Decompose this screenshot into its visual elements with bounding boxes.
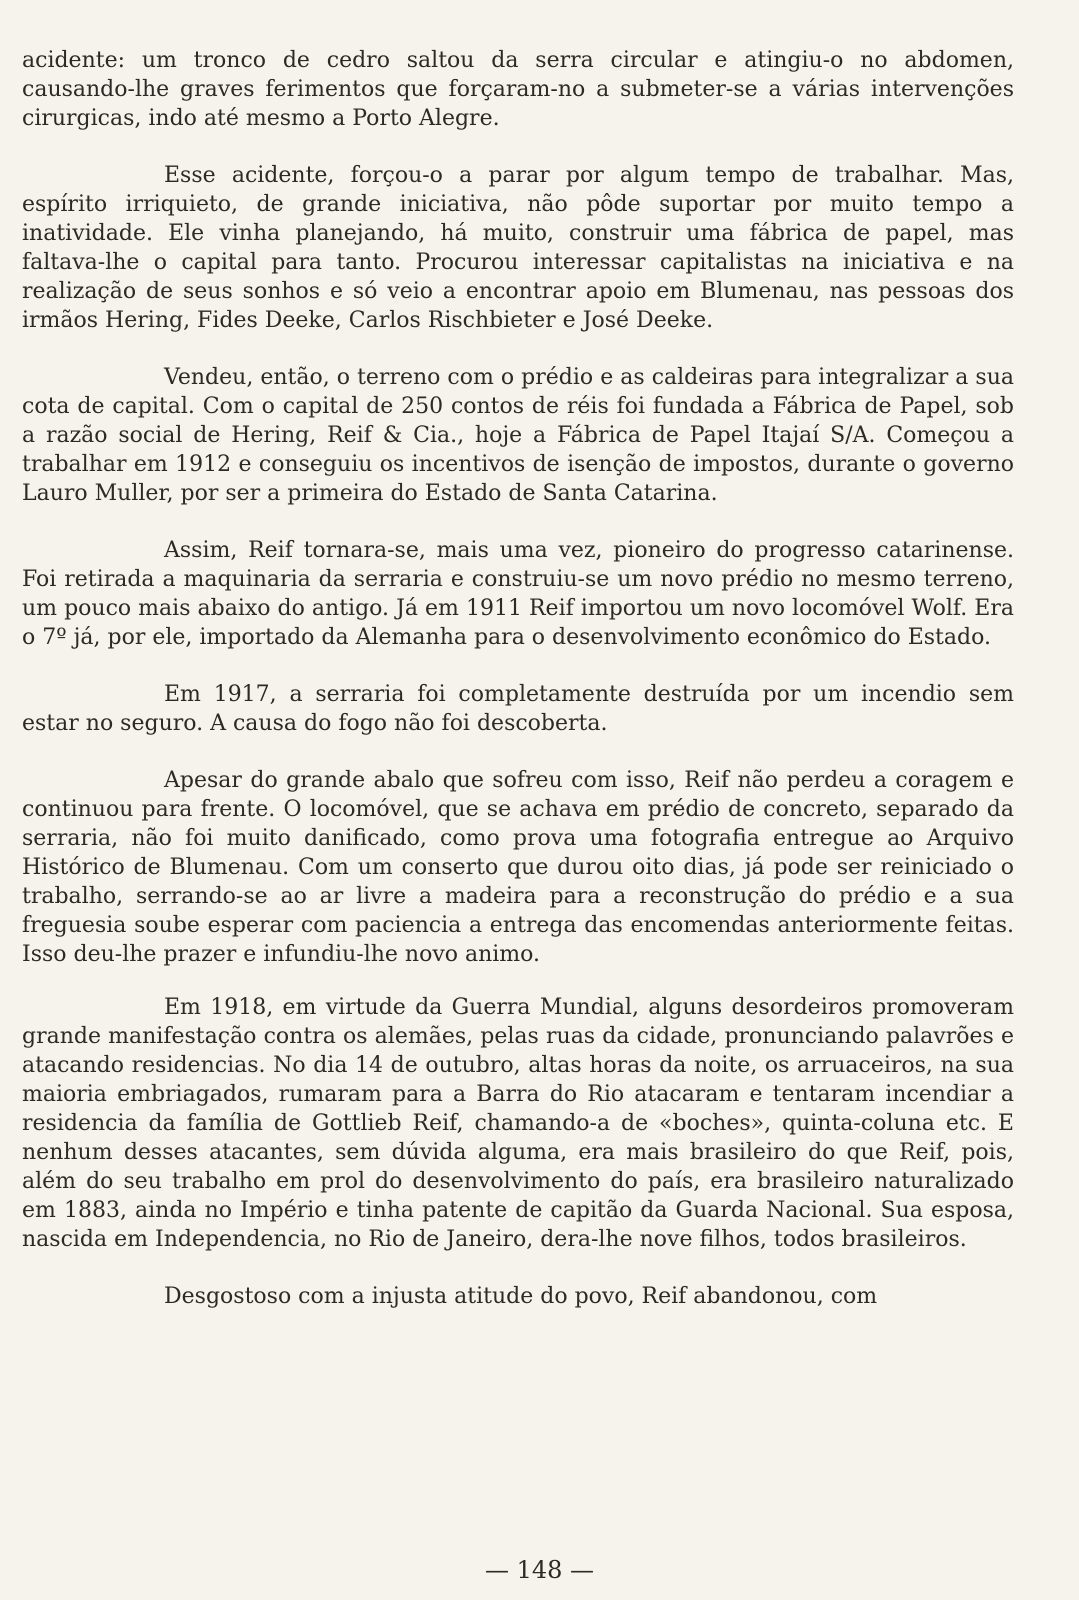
paragraph-3: Vendeu, então, o terreno com o prédio e as caldeiras para integralizar a sua cota de capital. Com o capital de 250 contos de réis foi fundada a Fábrica de Papel, sob a razão social de Hering, Reif & Cia., hoje a Fábrica de Papel Itajaí S/A. Começou a trabalhar em 1912 e conseguiu os incentivos de isenção de impostos, durante o governo Lauro Muller, por ser a primeira do Estado de Santa Catarina. — [22, 365, 1014, 506]
page-number: — 148 — — [484, 1556, 595, 1584]
paragraph-6: Apesar do grande abalo que sofreu com isso, Reif não perdeu a coragem e continuou para frente. O locomóvel, que se achava em prédio de concreto, separado da serraria, não foi muito danificado, como prova uma fotografia entregue ao Arquivo Histórico de Blumenau. Com um conserto que durou oito dias, já pode ser reiniciado o trabalho, serrando-se ao ar livre a madeira para a reconstrução do prédio e a sua freguesia soube esperar com paciencia a entrega das encomendas anteriormente feitas. Isso deu-lhe prazer e infundiu-lhe novo animo. — [22, 768, 1014, 967]
paragraph-7: Em 1918, em virtude da Guerra Mundial, alguns desordeiros promoveram grande manifestação contra os alemães, pelas ruas da cidade, pronunciando palavrões e atacando residencias. No dia 14 de outubro, altas horas da noite, os arruaceiros, na sua maioria embriagados, rumaram para a Barra do Rio atacaram e tentaram incendiar a residencia da família de Gottlieb Reif, chamando-a de «boches», quinta-coluna etc. E nenhum desses atacantes, sem dúvida alguma, era mais brasileiro do que Reif, pois, além do seu trabalho em prol do desenvolvimento do país, era brasileiro naturalizado em 1883, ainda no Império e tinha patente de capitão da Guarda Nacional. Sua esposa, nascida em Independencia, no Rio de Janeiro, dera-lhe nove filhos, todos brasileiros. — [22, 995, 1014, 1252]
paragraph-5: Em 1917, a serraria foi completamente destruída por um incendio sem estar no seguro. A causa do fogo não foi descoberta. — [22, 682, 1014, 736]
paragraph-8: Desgostoso com a injusta atitude do povo, Reif abandonou, com — [164, 1284, 878, 1309]
paragraph-1: acidente: um tronco de cedro saltou da serra circular e atingiu-o no abdomen, causando-lhe graves ferimentos que forçaram-no a submeter-se a várias intervenções cirurgicas, indo até mesmo a Porto Alegre. — [22, 48, 1014, 131]
paragraph-4: Assim, Reif tornara-se, mais uma vez, pioneiro do progresso catarinense. Foi retirada a maquinaria da serraria e construiu-se um novo prédio no mesmo terreno, um pouco mais abaixo do antigo. Já em 1911 Reif importou um novo locomóvel Wolf. Era o 7º já, por ele, importado da Alemanha para o desenvolvimento econômico do Estado. — [22, 538, 1014, 650]
paragraph-2: Esse acidente, forçou-o a parar por algum tempo de trabalhar. Mas, espírito irriquieto, de grande iniciativa, não pôde suportar por muito tempo a inatividade. Ele vinha planejando, há muito, construir uma fábrica de papel, mas faltava-lhe o capital para tanto. Procurou interessar capitalistas na iniciativa e na realização de seus sonhos e só veio a encontrar apoio em Blumenau, nas pessoas dos irmãos Hering, Fides Deeke, Carlos Rischbieter e José Deeke. — [22, 163, 1014, 333]
page-body — [22, 46, 1014, 1311]
